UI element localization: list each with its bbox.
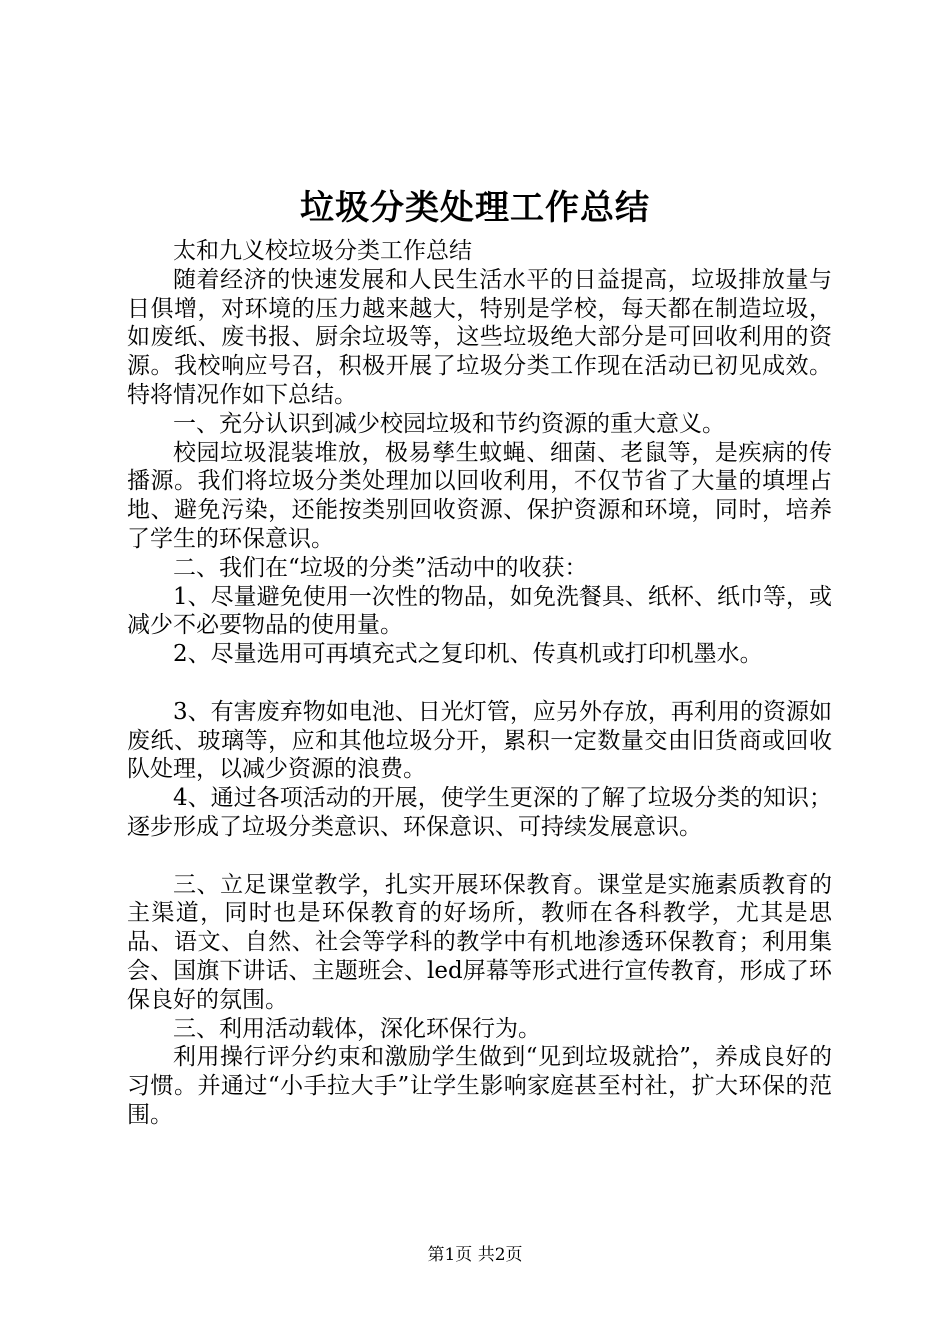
document-body	[127, 237, 832, 1130]
paragraph-item-1: 1、尽量避免使用一次性的物品，如免洗餐具、纸杯、纸巾等，或减少不必要物品的使用量。	[127, 583, 832, 639]
paragraph-section-1-heading: 一、充分认识到减少校园垃圾和节约资源的重大意义。	[173, 410, 725, 437]
paragraph-section-3b-heading: 三、利用活动载体，深化环保行为。	[173, 1015, 541, 1042]
paragraph-intro: 随着经济的快速发展和人民生活水平的日益提高，垃圾排放量与日俱增，对环境的压力越来越大，特别是学校，每天都在制造垃圾，如废纸、废书报、厨余垃圾等，这些垃圾绝大部分是可回收利用的资源。我校响应号召，积极开展了垃圾分类工作现在活动已初见成效。特将情况作如下总结。	[127, 266, 832, 408]
paragraph-section-1-body: 校园垃圾混装堆放，极易孳生蚊蝇、细菌、老鼠等，是疾病的传播源。我们将垃圾分类处理加以回收利用，不仅节省了大量的填埋占地、避免污染，还能按类别回收资源、保护资源和环境，同时，培养了学生的环保意识。	[127, 439, 832, 552]
paragraph-section-2-heading: 二、我们在“垃圾的分类”活动中的收获：	[173, 554, 588, 581]
page-indicator: 第1页 共2页	[427, 1245, 523, 1265]
paragraph-subtitle: 太和九义校垃圾分类工作总结	[173, 238, 472, 264]
paragraph-section-3b-body: 利用操行评分约束和激励学生做到“见到垃圾就拾”，养成良好的习惯。并通过“小手拉大手”让学生影响家庭甚至村社，扩大环保的范围。	[127, 1044, 832, 1128]
paragraph-item-2: 2、尽量选用可再填充式之复印机、传真机或打印机墨水。	[173, 641, 763, 668]
paragraph-item-3: 3、有害废弃物如电池、日光灯管，应另外存放，再利用的资源如废纸、玻璃等，应和其他垃圾分开，累积一定数量交由旧货商或回收队处理，以减少资源的浪费。	[127, 698, 832, 783]
paragraph-section-3-body: 三、立足课堂教学，扎实开展环保教育。课堂是实施素质教育的主渠道，同时也是环保教育的好场所，教师在各科教学，尤其是思品、语文、自然、社会等学科的教学中有机地渗透环保教育；利用集会、国旗下讲话、主题班会、led屏幕等形式进行宣传教育，形成了环保良好的氛围。	[127, 871, 832, 1013]
document-title: 垃圾分类处理工作总结	[300, 188, 650, 228]
paragraph-item-4: 4、通过各项活动的开展，使学生更深的了解了垃圾分类的知识；逐步形成了垃圾分类意识、环保意识、可持续发展意识。	[127, 785, 832, 840]
